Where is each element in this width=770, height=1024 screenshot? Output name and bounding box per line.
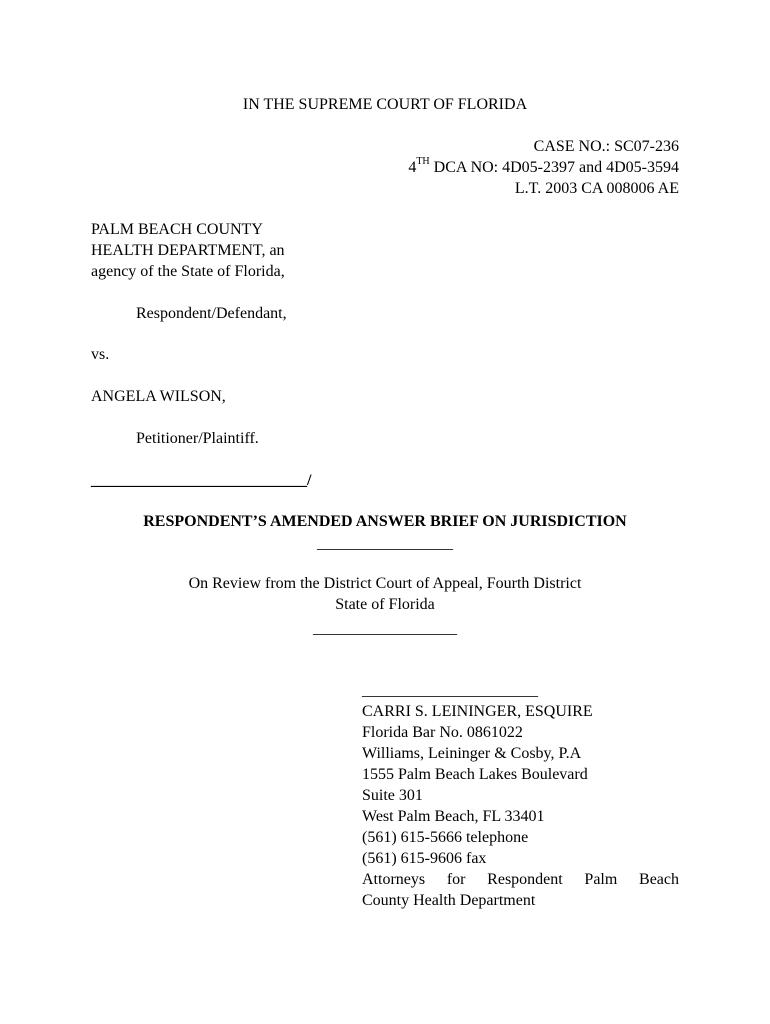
respondent-name-line-1: PALM BEACH COUNTY <box>91 221 263 238</box>
attorney-signature-block <box>362 680 679 911</box>
respondent-role: Respondent/Defendant, <box>136 305 287 322</box>
bar-number: Florida Bar No. 0861022 <box>362 724 523 741</box>
review-line-2: State of Florida <box>335 596 435 613</box>
attorney-name: CARRI S. LEININGER, ESQUIRE <box>362 703 593 720</box>
dca-number: 4TH DCA NO: 4D05-2397 and 4D05-3594 <box>408 155 679 176</box>
city-state-zip: West Palm Beach, FL 33401 <box>362 808 545 825</box>
address-line-1: 1555 Palm Beach Lakes Boulevard <box>362 766 588 783</box>
review-statement <box>0 573 770 615</box>
title-rule: _________________ <box>317 535 453 552</box>
case-number: CASE NO.: SC07-236 <box>533 138 679 155</box>
caption-closing-line: ___________________________/ <box>91 472 312 489</box>
address-line-2: Suite 301 <box>362 787 423 804</box>
attorneys-for-line-1: Attorneys for Respondent Palm Beach <box>362 871 679 888</box>
lower-tribunal-number: L.T. 2003 CA 008006 AE <box>514 180 679 197</box>
respondent-name-line-2: HEALTH DEPARTMENT, an <box>91 242 285 259</box>
review-line-1: On Review from the District Court of Appeal, Fourth District <box>188 575 582 592</box>
versus: vs. <box>91 346 110 363</box>
respondent-name-line-3: agency of the State of Florida, <box>91 263 285 280</box>
court-heading: IN THE SUPREME COURT OF FLORIDA <box>242 96 528 113</box>
signature-line: ______________________ <box>362 682 538 699</box>
telephone: (561) 615-5666 telephone <box>362 829 529 846</box>
case-info <box>408 136 679 199</box>
review-rule: __________________ <box>313 620 457 637</box>
petitioner-name: ANGELA WILSON, <box>91 388 226 405</box>
brief-title: RESPONDENT’S AMENDED ANSWER BRIEF ON JURISDICTION <box>143 513 627 530</box>
fax: (561) 615-9606 fax <box>362 850 487 867</box>
petitioner-role: Petitioner/Plaintiff. <box>136 430 259 447</box>
firm-name: Williams, Leininger & Cosby, P.A <box>362 745 582 762</box>
attorneys-for-line-2: County Health Department <box>362 892 536 909</box>
